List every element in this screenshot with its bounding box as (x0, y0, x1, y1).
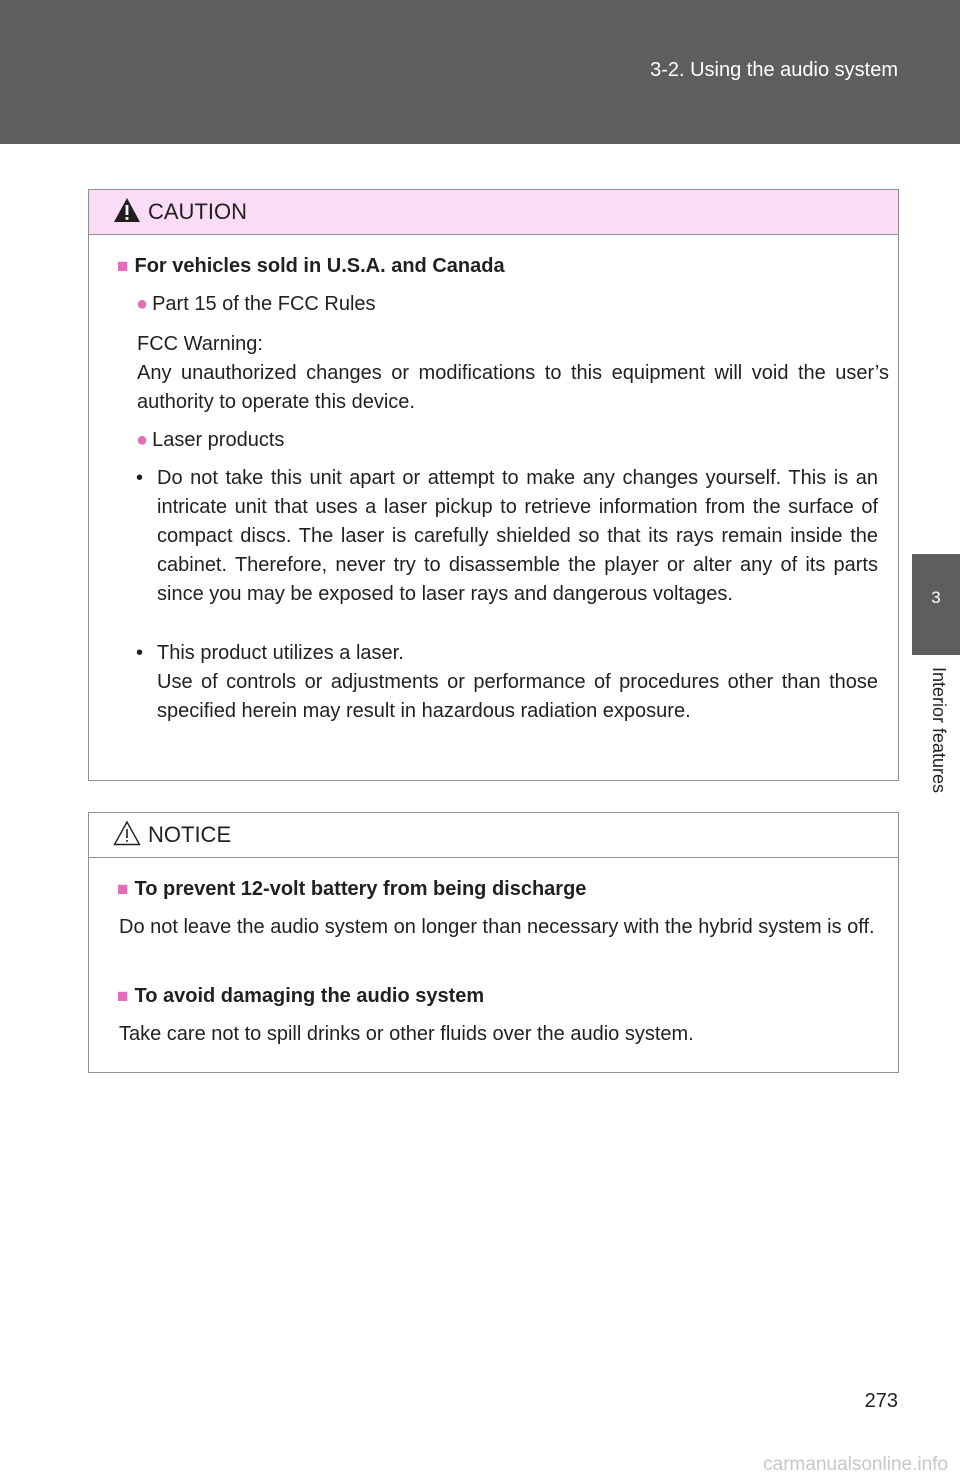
laser-bullet-2: • This product utilizes a laser. Use of controls or adjustments or performance of procedures other than those specified herein may result in hazardous radiation exposure. (136, 639, 878, 726)
caution-title: CAUTION (148, 199, 247, 224)
page-number: 273 (864, 1390, 898, 1412)
square-bullet-icon: ■ (117, 986, 129, 1007)
fcc-warning-label: FCC Warning: (137, 333, 263, 355)
laser-bullet-1: • Do not take this unit apart or attempt to make any changes yourself. This is an intricate unit that uses a laser pickup to retrieve information from the surface of compact discs. The laser is carefully shielded so that its rays remain inside the cabinet. Therefore, never try to disassemble the player or alter any of its parts since you may be exposed to laser rays and dangerous voltages. (136, 467, 878, 605)
caution-item-laser: ● Laser products (136, 429, 285, 451)
square-bullet-icon: ■ (117, 879, 129, 900)
caution-section-heading: ■ For vehicles sold in U.S.A. and Canada (117, 255, 505, 277)
notice-header (89, 813, 898, 858)
section-title: 3-2. Using the audio system (650, 59, 898, 81)
fcc-warning-text: Any unauthorized changes or modifications to this equipment will void the user’s authority to operate this device. (137, 362, 889, 413)
caution-item-fcc: ● Part 15 of the FCC Rules (136, 293, 376, 315)
chapter-number: 3 (931, 588, 941, 607)
warning-icon (113, 197, 141, 223)
square-bullet-icon: ■ (117, 256, 129, 277)
laser-bullet-2-line2: Use of controls or adjustments or performance of procedures other than those specified herein may result in hazardous radiation exposure. (157, 671, 878, 722)
notice-title: NOTICE (148, 822, 232, 847)
caution-header (89, 190, 898, 235)
warning-outline-icon (113, 820, 141, 846)
laser-bullet-2-line1: This product utilizes a laser. (157, 642, 404, 664)
page-header (0, 0, 960, 144)
chapter-tab (912, 554, 960, 655)
caution-box (88, 189, 899, 781)
notice-box (88, 812, 899, 1073)
notice-battery-text: Do not leave the audio system on longer than necessary with the hybrid system is off. (119, 916, 875, 938)
chapter-label: Interior features (929, 667, 949, 794)
circle-bullet-icon: ● (136, 429, 149, 451)
notice-section-battery: ■ To prevent 12-volt battery from being discharge (117, 878, 587, 900)
watermark: carmanualsonline.info (763, 1454, 948, 1475)
circle-bullet-icon: ● (136, 293, 149, 315)
notice-audio-text: Take care not to spill drinks or other fluids over the audio system. (119, 1023, 694, 1045)
notice-section-audio: ■ To avoid damaging the audio system (117, 985, 485, 1007)
